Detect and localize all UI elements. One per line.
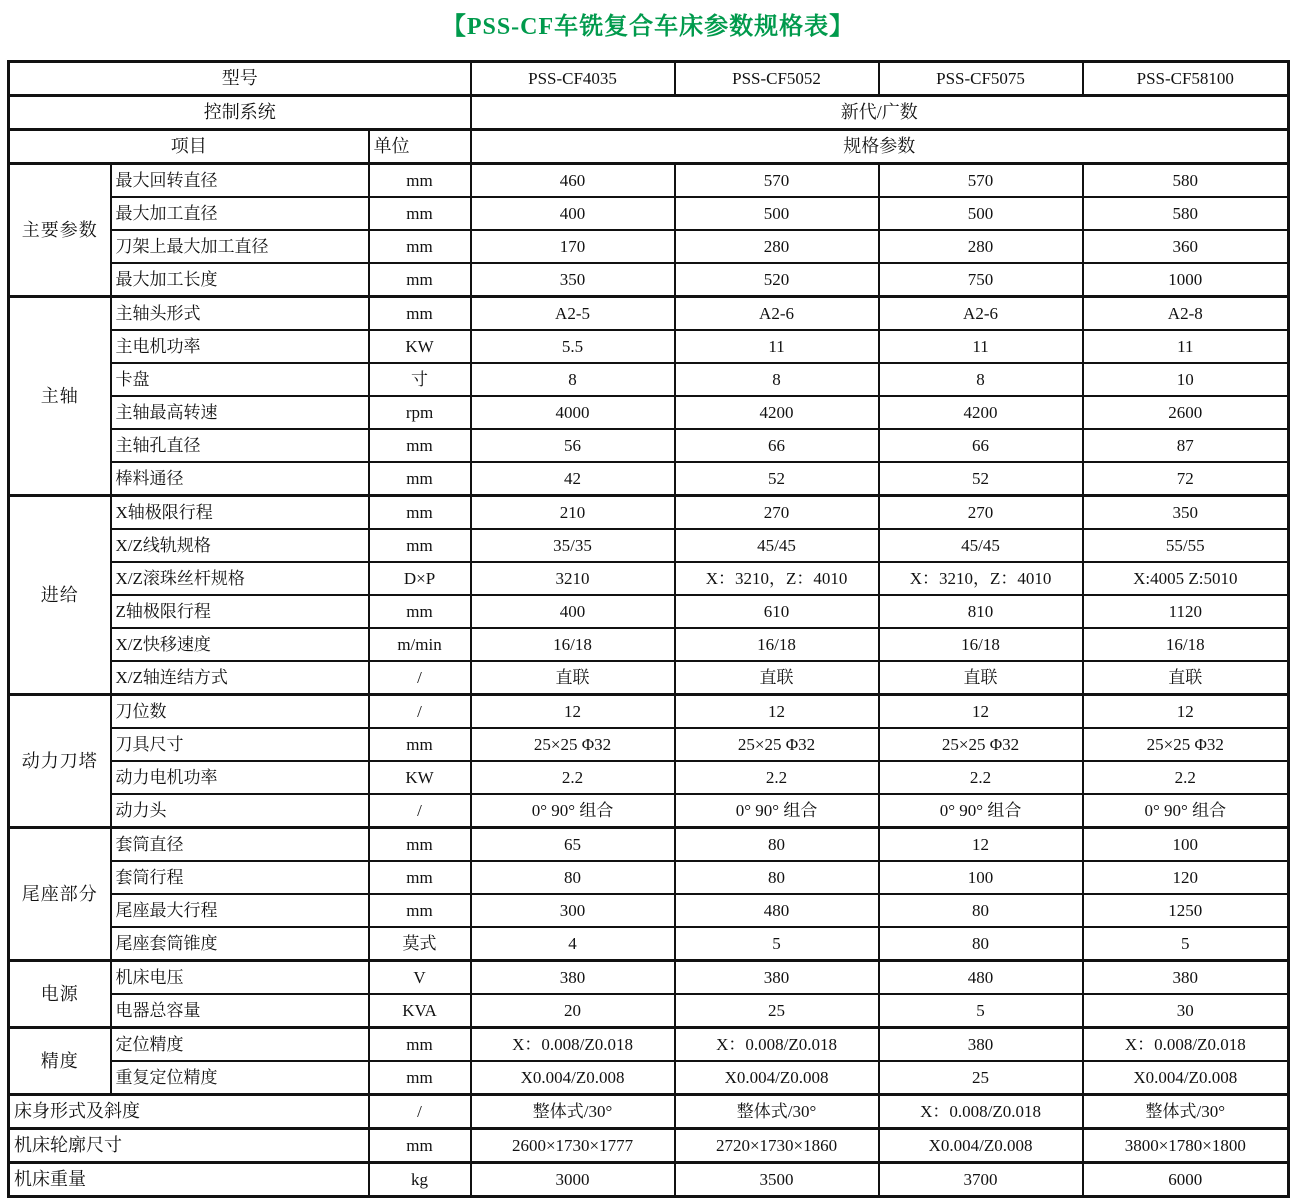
value-cell: 45/45: [675, 529, 879, 562]
value-cell: 12: [879, 828, 1083, 862]
model-name: PSS-CF5075: [879, 62, 1083, 96]
value-cell: 500: [879, 197, 1083, 230]
table-row: [9, 96, 1289, 130]
value-cell: 11: [879, 330, 1083, 363]
value-cell: 380: [879, 1028, 1083, 1062]
value-cell: 35/35: [471, 529, 675, 562]
value-cell: 66: [879, 429, 1083, 462]
value-cell: 直联: [675, 661, 879, 695]
value-cell: 45/45: [879, 529, 1083, 562]
table-row: [9, 529, 1289, 562]
value-cell: 570: [675, 164, 879, 198]
unit-cell: 寸: [369, 363, 471, 396]
value-cell: 25: [879, 1061, 1083, 1095]
value-cell: 500: [675, 197, 879, 230]
value-cell: 16/18: [675, 628, 879, 661]
value-cell: 400: [471, 595, 675, 628]
item-cell: X/Z线轨规格: [111, 529, 369, 562]
value-cell: 25×25 Φ32: [675, 728, 879, 761]
model-row-label: 型号: [9, 62, 471, 96]
unit-cell: /: [369, 661, 471, 695]
table-row: [9, 363, 1289, 396]
unit-cell: KVA: [369, 994, 471, 1028]
value-cell: 直联: [1083, 661, 1289, 695]
value-cell: 56: [471, 429, 675, 462]
table-row: [9, 961, 1289, 995]
value-cell: 3700: [879, 1163, 1083, 1197]
value-cell: 360: [1083, 230, 1289, 263]
value-cell: X0.004/Z0.008: [879, 1129, 1083, 1163]
value-cell: 460: [471, 164, 675, 198]
table-row: [9, 1028, 1289, 1062]
value-cell: 16/18: [1083, 628, 1289, 661]
control-system-value: 新代/广数: [471, 96, 1289, 130]
table-row: [9, 1129, 1289, 1163]
value-cell: 3500: [675, 1163, 879, 1197]
value-cell: 300: [471, 894, 675, 927]
value-cell: X：0.008/Z0.018: [879, 1095, 1083, 1129]
item-cell: 机床电压: [111, 961, 369, 995]
value-cell: 直联: [471, 661, 675, 695]
table-row: [9, 263, 1289, 297]
value-cell: 66: [675, 429, 879, 462]
value-cell: 580: [1083, 197, 1289, 230]
group-cell: 主轴: [9, 297, 111, 496]
value-cell: X0.004/Z0.008: [675, 1061, 879, 1095]
item-cell: 套筒直径: [111, 828, 369, 862]
unit-cell: kg: [369, 1163, 471, 1197]
value-cell: 1250: [1083, 894, 1289, 927]
value-cell: 2.2: [471, 761, 675, 794]
value-cell: A2-8: [1083, 297, 1289, 331]
value-cell: X0.004/Z0.008: [1083, 1061, 1289, 1095]
unit-cell: mm: [369, 462, 471, 496]
value-cell: 610: [675, 595, 879, 628]
value-cell: 11: [1083, 330, 1289, 363]
value-cell: 100: [1083, 828, 1289, 862]
value-cell: 72: [1083, 462, 1289, 496]
value-cell: X：3210，Z：4010: [879, 562, 1083, 595]
value-cell: 80: [675, 828, 879, 862]
value-cell: 8: [879, 363, 1083, 396]
value-cell: 12: [471, 695, 675, 729]
value-cell: X0.004/Z0.008: [471, 1061, 675, 1095]
item-cell: Z轴极限行程: [111, 595, 369, 628]
item-cell: 棒料通径: [111, 462, 369, 496]
unit-cell: mm: [369, 429, 471, 462]
value-cell: 80: [675, 861, 879, 894]
table-row: [9, 861, 1289, 894]
table-row: [9, 496, 1289, 530]
value-cell: X：3210，Z：4010: [675, 562, 879, 595]
value-cell: 11: [675, 330, 879, 363]
item-cell: 主电机功率: [111, 330, 369, 363]
value-cell: 580: [1083, 164, 1289, 198]
table-row: [9, 130, 1289, 164]
value-cell: 380: [675, 961, 879, 995]
group-cell: 尾座部分: [9, 828, 111, 961]
spec-table-body: [9, 62, 1289, 1197]
value-cell: 480: [879, 961, 1083, 995]
table-row: [9, 297, 1289, 331]
unit-cell: mm: [369, 529, 471, 562]
unit-cell: mm: [369, 828, 471, 862]
table-row: [9, 927, 1289, 961]
value-cell: 30: [1083, 994, 1289, 1028]
value-cell: 380: [1083, 961, 1289, 995]
value-cell: 2.2: [879, 761, 1083, 794]
table-row: [9, 197, 1289, 230]
value-cell: 12: [675, 695, 879, 729]
value-cell: 350: [471, 263, 675, 297]
value-cell: 2600×1730×1777: [471, 1129, 675, 1163]
spec-header-label: 规格参数: [471, 130, 1289, 164]
table-row: [9, 695, 1289, 729]
table-row: [9, 628, 1289, 661]
value-cell: X：0.008/Z0.018: [471, 1028, 675, 1062]
unit-cell: mm: [369, 263, 471, 297]
table-row: [9, 994, 1289, 1028]
value-cell: 170: [471, 230, 675, 263]
item-cell: 尾座最大行程: [111, 894, 369, 927]
item-cell: 最大回转直径: [111, 164, 369, 198]
table-row: [9, 595, 1289, 628]
table-row: [9, 230, 1289, 263]
item-cell: 刀位数: [111, 695, 369, 729]
unit-cell: mm: [369, 164, 471, 198]
value-cell: 直联: [879, 661, 1083, 695]
value-cell: 5: [879, 994, 1083, 1028]
value-cell: 12: [879, 695, 1083, 729]
item-cell: 最大加工直径: [111, 197, 369, 230]
value-cell: 270: [879, 496, 1083, 530]
group-cell: 主要参数: [9, 164, 111, 297]
value-cell: 570: [879, 164, 1083, 198]
unit-cell: /: [369, 695, 471, 729]
page-title: 【PSS-CF车铣复合车床参数规格表】: [441, 14, 855, 40]
value-cell: 380: [471, 961, 675, 995]
value-cell: 8: [675, 363, 879, 396]
value-cell: 25×25 Φ32: [471, 728, 675, 761]
value-cell: 整体式/30°: [675, 1095, 879, 1129]
value-cell: 80: [471, 861, 675, 894]
item-cell: X/Z轴连结方式: [111, 661, 369, 695]
value-cell: 87: [1083, 429, 1289, 462]
value-cell: 100: [879, 861, 1083, 894]
item-cell: 最大加工长度: [111, 263, 369, 297]
table-row: [9, 661, 1289, 695]
unit-cell: mm: [369, 1061, 471, 1095]
item-cell: 刀架上最大加工直径: [111, 230, 369, 263]
unit-cell: mm: [369, 728, 471, 761]
table-row: [9, 562, 1289, 595]
model-name: PSS-CF4035: [471, 62, 675, 96]
item-cell: 套筒行程: [111, 861, 369, 894]
table-row: [9, 429, 1289, 462]
value-cell: A2-5: [471, 297, 675, 331]
value-cell: 8: [471, 363, 675, 396]
value-cell: 25: [675, 994, 879, 1028]
value-cell: 20: [471, 994, 675, 1028]
item-cell: X/Z滚珠丝杆规格: [111, 562, 369, 595]
value-cell: 4: [471, 927, 675, 961]
group-cell: 精度: [9, 1028, 111, 1095]
value-cell: 80: [879, 927, 1083, 961]
unit-cell: mm: [369, 894, 471, 927]
unit-cell: rpm: [369, 396, 471, 429]
item-cell: 刀具尺寸: [111, 728, 369, 761]
value-cell: 5.5: [471, 330, 675, 363]
table-row: [9, 62, 1289, 96]
value-cell: 12: [1083, 695, 1289, 729]
value-cell: 1000: [1083, 263, 1289, 297]
value-cell: X：0.008/Z0.018: [675, 1028, 879, 1062]
model-name: PSS-CF58100: [1083, 62, 1289, 96]
value-cell: 4000: [471, 396, 675, 429]
table-row: [9, 794, 1289, 828]
value-cell: 52: [879, 462, 1083, 496]
unit-cell: mm: [369, 496, 471, 530]
value-cell: 整体式/30°: [1083, 1095, 1289, 1129]
value-cell: 520: [675, 263, 879, 297]
value-cell: X：0.008/Z0.018: [1083, 1028, 1289, 1062]
unit-cell: D×P: [369, 562, 471, 595]
value-cell: 3800×1780×1800: [1083, 1129, 1289, 1163]
item-cell: 动力电机功率: [111, 761, 369, 794]
table-row: [9, 396, 1289, 429]
table-row: [9, 1061, 1289, 1095]
value-cell: 810: [879, 595, 1083, 628]
value-cell: 10: [1083, 363, 1289, 396]
unit-cell: m/min: [369, 628, 471, 661]
item-cell: 主轴头形式: [111, 297, 369, 331]
value-cell: 55/55: [1083, 529, 1289, 562]
item-cell: 动力头: [111, 794, 369, 828]
value-cell: 750: [879, 263, 1083, 297]
unit-cell: KW: [369, 761, 471, 794]
footer-item-cell: 床身形式及斜度: [9, 1095, 369, 1129]
item-cell: 卡盘: [111, 363, 369, 396]
spec-table: [7, 60, 1290, 1198]
item-header-label: 项目: [9, 130, 369, 164]
footer-item-cell: 机床轮廓尺寸: [9, 1129, 369, 1163]
unit-cell: mm: [369, 230, 471, 263]
table-row: [9, 761, 1289, 794]
table-row: [9, 330, 1289, 363]
model-name: PSS-CF5052: [675, 62, 879, 96]
item-cell: 主轴最高转速: [111, 396, 369, 429]
group-cell: 电源: [9, 961, 111, 1028]
value-cell: A2-6: [879, 297, 1083, 331]
table-row: [9, 1163, 1289, 1197]
value-cell: 2.2: [675, 761, 879, 794]
value-cell: 270: [675, 496, 879, 530]
item-cell: 重复定位精度: [111, 1061, 369, 1095]
table-row: [9, 462, 1289, 496]
group-cell: 进给: [9, 496, 111, 695]
value-cell: 210: [471, 496, 675, 530]
unit-cell: /: [369, 1095, 471, 1129]
value-cell: 80: [879, 894, 1083, 927]
value-cell: 25×25 Φ32: [879, 728, 1083, 761]
value-cell: 52: [675, 462, 879, 496]
unit-cell: /: [369, 794, 471, 828]
value-cell: 2.2: [1083, 761, 1289, 794]
value-cell: 5: [675, 927, 879, 961]
item-cell: X/Z快移速度: [111, 628, 369, 661]
value-cell: X:4005 Z:5010: [1083, 562, 1289, 595]
footer-item-cell: 机床重量: [9, 1163, 369, 1197]
table-row: [9, 894, 1289, 927]
value-cell: A2-6: [675, 297, 879, 331]
item-cell: 主轴孔直径: [111, 429, 369, 462]
control-system-label: 控制系统: [9, 96, 471, 130]
unit-cell: 莫式: [369, 927, 471, 961]
value-cell: 0° 90° 组合: [675, 794, 879, 828]
value-cell: 25×25 Φ32: [1083, 728, 1289, 761]
table-row: [9, 164, 1289, 198]
value-cell: 16/18: [471, 628, 675, 661]
value-cell: 2720×1730×1860: [675, 1129, 879, 1163]
value-cell: 42: [471, 462, 675, 496]
item-cell: X轴极限行程: [111, 496, 369, 530]
item-cell: 电器总容量: [111, 994, 369, 1028]
value-cell: 4200: [675, 396, 879, 429]
value-cell: 0° 90° 组合: [879, 794, 1083, 828]
value-cell: 整体式/30°: [471, 1095, 675, 1129]
unit-header-label: 单位: [369, 130, 471, 164]
value-cell: 280: [879, 230, 1083, 263]
value-cell: 480: [675, 894, 879, 927]
unit-cell: mm: [369, 861, 471, 894]
value-cell: 3000: [471, 1163, 675, 1197]
value-cell: 400: [471, 197, 675, 230]
unit-cell: mm: [369, 197, 471, 230]
value-cell: 4200: [879, 396, 1083, 429]
table-row: [9, 728, 1289, 761]
value-cell: 350: [1083, 496, 1289, 530]
unit-cell: mm: [369, 297, 471, 331]
value-cell: 0° 90° 组合: [471, 794, 675, 828]
item-cell: 定位精度: [111, 1028, 369, 1062]
value-cell: 120: [1083, 861, 1289, 894]
value-cell: 280: [675, 230, 879, 263]
value-cell: 0° 90° 组合: [1083, 794, 1289, 828]
value-cell: 5: [1083, 927, 1289, 961]
unit-cell: KW: [369, 330, 471, 363]
table-row: [9, 1095, 1289, 1129]
table-row: [9, 828, 1289, 862]
value-cell: 3210: [471, 562, 675, 595]
value-cell: 6000: [1083, 1163, 1289, 1197]
value-cell: 2600: [1083, 396, 1289, 429]
group-cell: 动力刀塔: [9, 695, 111, 828]
item-cell: 尾座套筒锥度: [111, 927, 369, 961]
unit-cell: mm: [369, 1028, 471, 1062]
value-cell: 65: [471, 828, 675, 862]
value-cell: 1120: [1083, 595, 1289, 628]
unit-cell: mm: [369, 595, 471, 628]
value-cell: 16/18: [879, 628, 1083, 661]
unit-cell: mm: [369, 1129, 471, 1163]
unit-cell: V: [369, 961, 471, 995]
